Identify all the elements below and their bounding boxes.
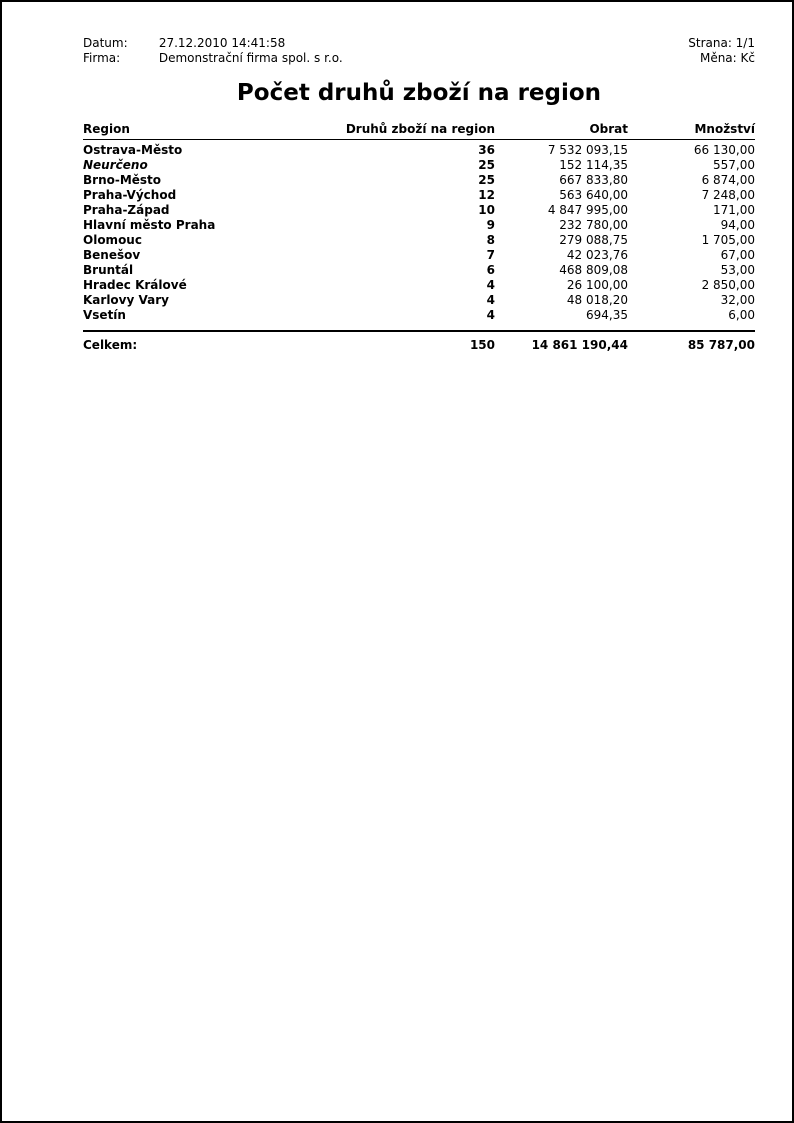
region-cell: Benešov (83, 248, 141, 262)
table-row (83, 188, 755, 203)
datum-label: Datum: (83, 36, 128, 50)
region-cell: Karlovy Vary (83, 293, 169, 307)
obrat-cell: 152 114,35 (559, 158, 628, 172)
obrat-cell: 563 640,00 (559, 188, 628, 202)
druhy-cell: 36 (478, 143, 495, 157)
col-header-region: Region (83, 122, 345, 140)
totals-mnozstvi-cell: 85 787,00 (628, 331, 755, 353)
region-cell: Praha-Západ (83, 203, 170, 217)
obrat-cell: 232 780,00 (559, 218, 628, 232)
table-row (83, 308, 755, 331)
table-row (83, 140, 755, 159)
totals-label: Celkem: (83, 331, 345, 353)
region-table (83, 122, 755, 353)
strana-value: Strana: 1/1 (688, 36, 755, 50)
col-header-obrat: Obrat (495, 122, 628, 140)
table-row (83, 173, 755, 188)
obrat-cell: 48 018,20 (566, 293, 628, 307)
table-row (83, 233, 755, 248)
region-cell: Hlavní město Praha (83, 218, 216, 232)
firma-label: Firma: (83, 51, 121, 65)
druhy-cell: 4 (486, 278, 495, 292)
obrat-cell: 694,35 (586, 308, 628, 322)
table-row (83, 278, 755, 293)
obrat-cell: 4 847 995,00 (547, 203, 628, 217)
meta-left (83, 36, 343, 66)
region-cell: Neurčeno (83, 158, 148, 172)
region-cell: Brno-Město (83, 173, 162, 187)
region-cell: Bruntál (83, 263, 134, 277)
obrat-cell: 26 100,00 (566, 278, 628, 292)
druhy-cell: 12 (478, 188, 495, 202)
table-row (83, 203, 755, 218)
obrat-cell: 42 023,76 (566, 248, 628, 262)
obrat-cell: 279 088,75 (559, 233, 628, 247)
obrat-cell: 667 833,80 (559, 173, 628, 187)
meta-datum-row (83, 36, 343, 51)
region-cell: Ostrava-Město (83, 143, 183, 157)
report-meta (83, 36, 755, 66)
totals-row (83, 331, 755, 353)
mnozstvi-cell: 6,00 (728, 308, 755, 322)
col-header-mnozstvi: Množství (628, 122, 755, 140)
druhy-cell: 7 (486, 248, 495, 262)
table-row (83, 158, 755, 173)
obrat-cell: 7 532 093,15 (547, 143, 628, 157)
table-row (83, 293, 755, 308)
mnozstvi-cell: 32,00 (720, 293, 755, 307)
mnozstvi-cell: 557,00 (713, 158, 755, 172)
table-row (83, 263, 755, 278)
mnozstvi-cell: 94,00 (720, 218, 755, 232)
table-row (83, 218, 755, 233)
table-row (83, 248, 755, 263)
mena-value: Měna: Kč (699, 51, 755, 65)
mnozstvi-cell: 2 850,00 (701, 278, 755, 292)
druhy-cell: 9 (486, 218, 495, 232)
datum-value: 27.12.2010 14:41:58 (158, 36, 286, 50)
col-header-druhy: Druhů zboží na region (345, 122, 495, 140)
meta-firma-row (83, 51, 343, 66)
page-title: Počet druhů zboží na region (236, 80, 602, 106)
druhy-cell: 6 (486, 263, 495, 277)
mnozstvi-cell: 67,00 (720, 248, 755, 262)
firma-value: Demonstrační firma spol. s r.o. (158, 51, 343, 65)
region-cell: Praha-Východ (83, 188, 177, 202)
totals-obrat-cell: 14 861 190,44 (495, 331, 628, 353)
mnozstvi-cell: 53,00 (720, 263, 755, 277)
mnozstvi-cell: 7 248,00 (701, 188, 755, 202)
region-cell: Hradec Králové (83, 278, 187, 292)
meta-right (688, 36, 755, 66)
region-cell: Olomouc (83, 233, 142, 247)
druhy-cell: 25 (478, 173, 495, 187)
mnozstvi-cell: 6 874,00 (701, 173, 755, 187)
totals-druhy-cell: 150 (345, 331, 495, 353)
druhy-cell: 4 (486, 308, 495, 322)
obrat-cell: 468 809,08 (559, 263, 628, 277)
mnozstvi-cell: 171,00 (713, 203, 755, 217)
report-content (2, 2, 792, 353)
region-cell: Vsetín (83, 308, 126, 322)
druhy-cell: 25 (478, 158, 495, 172)
druhy-cell: 4 (486, 293, 495, 307)
table-header-row (83, 122, 755, 140)
mnozstvi-cell: 1 705,00 (701, 233, 755, 247)
druhy-cell: 8 (486, 233, 495, 247)
druhy-cell: 10 (478, 203, 495, 217)
mnozstvi-cell: 66 130,00 (693, 143, 755, 157)
